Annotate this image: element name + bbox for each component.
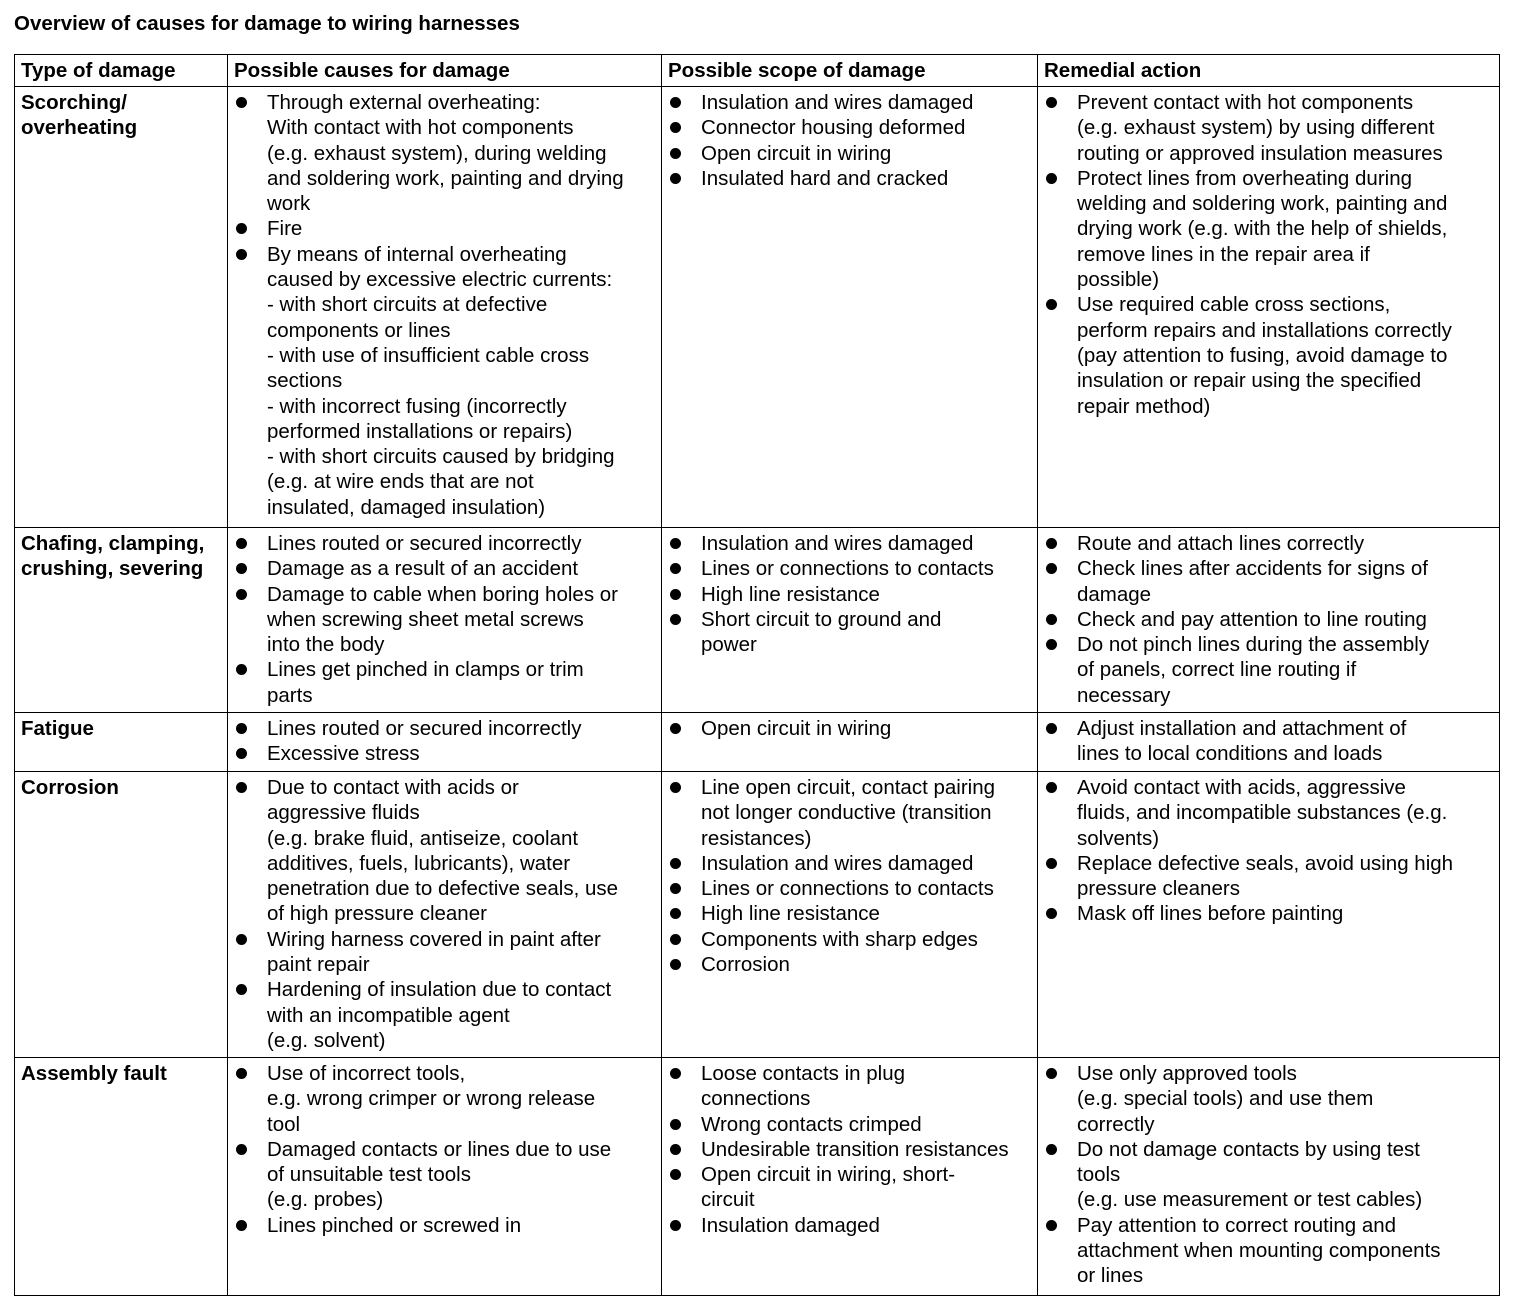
list-item: Do not damage contacts by using test tools (e.g. use measurement or test cables) xyxy=(1044,1137,1499,1213)
damage-type-cell xyxy=(15,713,228,772)
bullet-icon xyxy=(670,122,681,133)
list-item: Insulated hard and cracked xyxy=(668,166,1037,191)
document-title: Overview of causes for damage to wiring harnesses xyxy=(14,12,520,35)
list-item: Open circuit in wiring, short- circuit xyxy=(668,1162,1037,1213)
causes-cell xyxy=(228,87,662,528)
list-item: Mask off lines before painting xyxy=(1044,901,1499,926)
bullet-icon xyxy=(670,538,681,549)
bullet-icon xyxy=(1046,1220,1057,1231)
bullet-icon xyxy=(670,1119,681,1130)
list-item: Lines or connections to contacts xyxy=(668,556,1037,581)
table-row xyxy=(15,87,1500,528)
bullet-icon xyxy=(236,249,247,260)
bullet-icon xyxy=(236,723,247,734)
bullet-icon xyxy=(236,1068,247,1079)
bullet-icon xyxy=(670,1144,681,1155)
list-item: Loose contacts in plug connections xyxy=(668,1061,1037,1112)
table-row xyxy=(15,713,1500,772)
bullet-icon xyxy=(236,563,247,574)
header-possible-scope: Possible scope of damage xyxy=(662,55,1038,87)
list-item: Wiring harness covered in paint after paint repair xyxy=(234,927,661,978)
list-item: Route and attach lines correctly xyxy=(1044,531,1499,556)
list-item: Insulation damaged xyxy=(668,1213,1037,1238)
damage-type-label: Scorching/ overheating xyxy=(21,91,138,140)
scope-cell xyxy=(662,87,1038,528)
list-item: Use only approved tools (e.g. special tools) and use them correctly xyxy=(1044,1061,1499,1137)
bullet-icon xyxy=(236,1220,247,1231)
bullet-icon xyxy=(1046,299,1057,310)
bullet-icon xyxy=(236,223,247,234)
damage-type-cell xyxy=(15,1058,228,1296)
remedy-cell xyxy=(1038,528,1500,713)
list-item: Excessive stress xyxy=(234,741,661,766)
list-item: Components with sharp edges xyxy=(668,927,1037,952)
list-item: Short circuit to ground and power xyxy=(668,607,1037,658)
list-item: High line resistance xyxy=(668,582,1037,607)
causes-cell xyxy=(228,1058,662,1296)
bullet-icon xyxy=(236,748,247,759)
causes-cell xyxy=(228,772,662,1058)
bullet-icon xyxy=(670,934,681,945)
bullet-icon xyxy=(670,858,681,869)
bullet-icon xyxy=(670,883,681,894)
list-item: Prevent contact with hot components (e.g. exhaust system) by using different routing or approved insulation measures xyxy=(1044,90,1499,166)
bullet-icon xyxy=(1046,614,1057,625)
damage-type-cell xyxy=(15,87,228,528)
damage-type-label: Assembly fault xyxy=(21,1062,167,1085)
bullet-icon xyxy=(670,563,681,574)
bullet-icon xyxy=(1046,173,1057,184)
list-item: Undesirable transition resistances xyxy=(668,1137,1037,1162)
header-type-of-damage: Type of damage xyxy=(15,55,228,87)
list-item: Replace defective seals, avoid using high pressure cleaners xyxy=(1044,851,1499,902)
remedy-cell xyxy=(1038,772,1500,1058)
bullet-icon xyxy=(236,97,247,108)
table-row xyxy=(15,528,1500,713)
bullet-icon xyxy=(1046,97,1057,108)
list-item: Through external overheating: With contact with hot components (e.g. exhaust system), during welding and soldering work, painting and drying work xyxy=(234,90,661,216)
list-item: High line resistance xyxy=(668,901,1037,926)
list-item: Do not pinch lines during the assembly of panels, correct line routing if necessary xyxy=(1044,632,1499,708)
list-item: By means of internal overheating caused by excessive electric currents: - with short circuits at defective components or lines - with use of insufficient cable cross sections - with incorrect fusing (incorrectly performed installations or repairs) - with short circuits caused by bridging (e.g. at wire ends that are not insulated, damaged insulation) xyxy=(234,242,661,520)
list-item: Lines routed or secured incorrectly xyxy=(234,531,661,556)
list-item: Use of incorrect tools, e.g. wrong crimper or wrong release tool xyxy=(234,1061,661,1137)
bullet-icon xyxy=(670,959,681,970)
bullet-icon xyxy=(670,97,681,108)
bullet-icon xyxy=(1046,538,1057,549)
list-item: Insulation and wires damaged xyxy=(668,90,1037,115)
damage-overview-table xyxy=(14,54,1500,1296)
damage-type-label: Chafing, clamping, crushing, severing xyxy=(21,532,205,581)
list-item: Fire xyxy=(234,216,661,241)
bullet-icon xyxy=(1046,1068,1057,1079)
list-item: Open circuit in wiring xyxy=(668,141,1037,166)
bullet-icon xyxy=(236,538,247,549)
list-item: Damage to cable when boring holes or when screwing sheet metal screws into the body xyxy=(234,582,661,658)
bullet-icon xyxy=(670,908,681,919)
bullet-icon xyxy=(670,1068,681,1079)
header-possible-causes: Possible causes for damage xyxy=(228,55,662,87)
list-item: Open circuit in wiring xyxy=(668,716,1037,741)
remedy-cell xyxy=(1038,87,1500,528)
list-item: Lines get pinched in clamps or trim parts xyxy=(234,657,661,708)
bullet-icon xyxy=(236,782,247,793)
bullet-icon xyxy=(1046,723,1057,734)
damage-type-label: Fatigue xyxy=(21,717,94,740)
list-item: Corrosion xyxy=(668,952,1037,977)
bullet-icon xyxy=(1046,639,1057,650)
list-item: Check and pay attention to line routing xyxy=(1044,607,1499,632)
list-item: Insulation and wires damaged xyxy=(668,531,1037,556)
list-item: Wrong contacts crimped xyxy=(668,1112,1037,1137)
bullet-icon xyxy=(1046,858,1057,869)
scope-cell xyxy=(662,1058,1038,1296)
list-item: Adjust installation and attachment of lines to local conditions and loads xyxy=(1044,716,1499,767)
list-item: Use required cable cross sections, perform repairs and installations correctly (pay attention to fusing, avoid damage to insulation or repair using the specified repair method) xyxy=(1044,292,1499,418)
list-item: Line open circuit, contact pairing not longer conductive (transition resistances) xyxy=(668,775,1037,851)
bullet-icon xyxy=(670,782,681,793)
list-item: Protect lines from overheating during welding and soldering work, painting and drying work (e.g. with the help of shields, remove lines in the repair area if possible) xyxy=(1044,166,1499,292)
scope-cell xyxy=(662,713,1038,772)
list-item: Pay attention to correct routing and attachment when mounting components or lines xyxy=(1044,1213,1499,1289)
damage-type-label: Corrosion xyxy=(21,776,119,799)
bullet-icon xyxy=(236,984,247,995)
list-item: Lines or connections to contacts xyxy=(668,876,1037,901)
bullet-icon xyxy=(1046,563,1057,574)
bullet-icon xyxy=(670,723,681,734)
causes-cell xyxy=(228,713,662,772)
bullet-icon xyxy=(1046,782,1057,793)
bullet-icon xyxy=(670,1169,681,1180)
scope-cell xyxy=(662,772,1038,1058)
bullet-icon xyxy=(236,934,247,945)
bullet-icon xyxy=(670,148,681,159)
list-item: Avoid contact with acids, aggressive fluids, and incompatible substances (e.g. solvents) xyxy=(1044,775,1499,851)
damage-type-cell xyxy=(15,528,228,713)
list-item: Insulation and wires damaged xyxy=(668,851,1037,876)
list-item: Hardening of insulation due to contact with an incompatible agent (e.g. solvent) xyxy=(234,977,661,1053)
list-item: Due to contact with acids or aggressive fluids (e.g. brake fluid, antiseize, coolant additives, fuels, lubricants), water penetration due to defective seals, use of high pressure cleaner xyxy=(234,775,661,927)
table-row xyxy=(15,772,1500,1058)
list-item: Check lines after accidents for signs of damage xyxy=(1044,556,1499,607)
bullet-icon xyxy=(670,1220,681,1231)
remedy-cell xyxy=(1038,1058,1500,1296)
header-remedial-action: Remedial action xyxy=(1038,55,1500,87)
list-item: Lines routed or secured incorrectly xyxy=(234,716,661,741)
bullet-icon xyxy=(236,589,247,600)
list-item: Damage as a result of an accident xyxy=(234,556,661,581)
bullet-icon xyxy=(670,614,681,625)
bullet-icon xyxy=(1046,908,1057,919)
bullet-icon xyxy=(670,173,681,184)
damage-type-cell xyxy=(15,772,228,1058)
list-item: Lines pinched or screwed in xyxy=(234,1213,661,1238)
bullet-icon xyxy=(236,1144,247,1155)
causes-cell xyxy=(228,528,662,713)
bullet-icon xyxy=(670,589,681,600)
bullet-icon xyxy=(1046,1144,1057,1155)
list-item: Connector housing deformed xyxy=(668,115,1037,140)
table-header-row xyxy=(15,55,1500,87)
remedy-cell xyxy=(1038,713,1500,772)
list-item: Damaged contacts or lines due to use of unsuitable test tools (e.g. probes) xyxy=(234,1137,661,1213)
scope-cell xyxy=(662,528,1038,713)
table-row xyxy=(15,1058,1500,1296)
bullet-icon xyxy=(236,664,247,675)
